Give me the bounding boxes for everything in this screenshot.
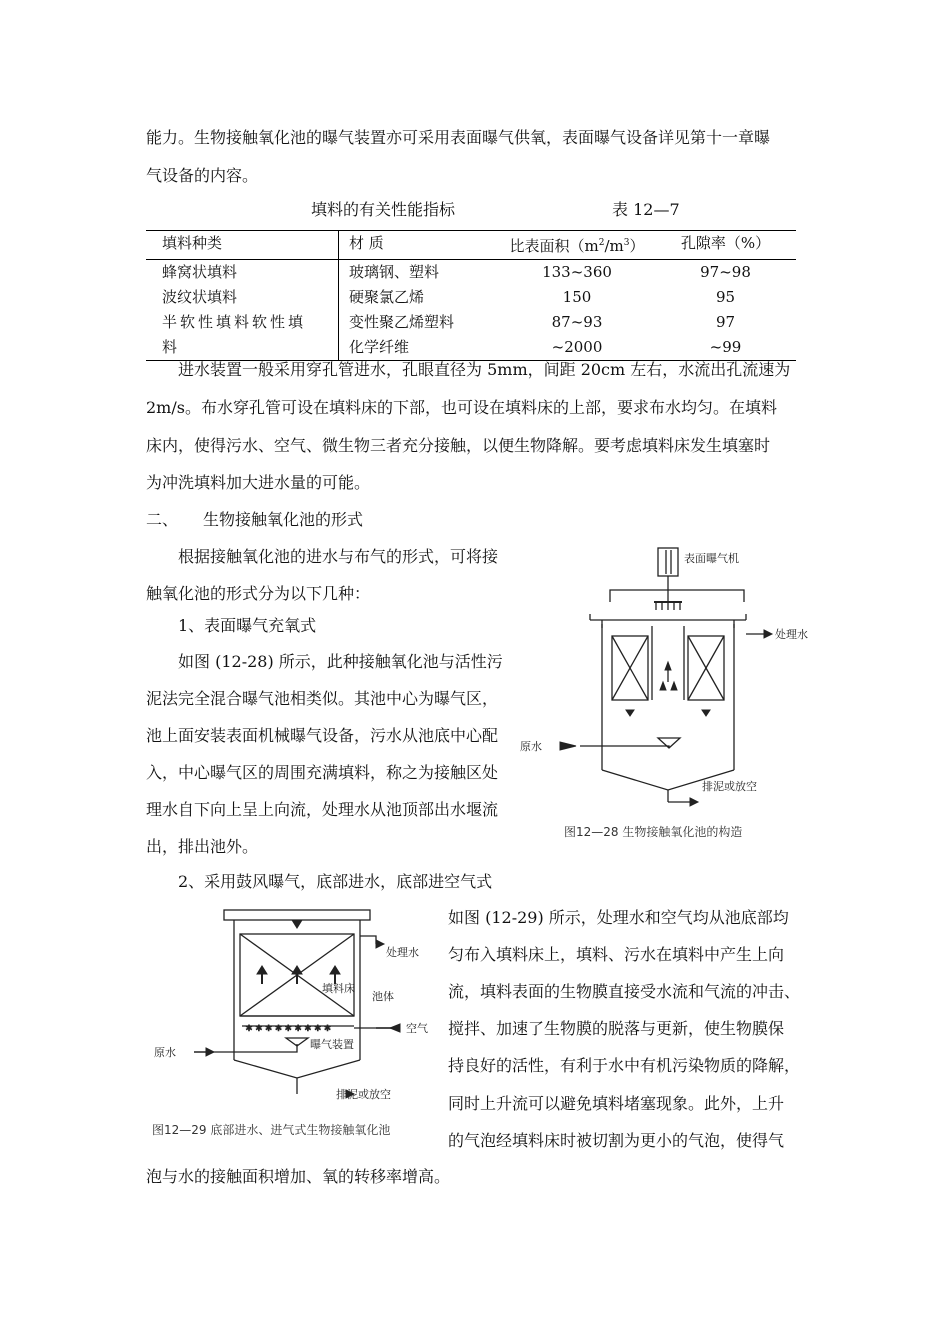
table-cell: 玻璃钢、塑料 [349,263,440,281]
table-header-row [146,231,796,260]
fig29-label-aeration: 曝气装置 [310,1038,354,1051]
table-cell: 97~98 [700,263,751,281]
performance-table [146,230,796,361]
fig29-label-drain: 排泥或放空 [336,1088,391,1101]
type1-line-1: 如图 (12-28) 所示，此种接触氧化池与活性污 [178,652,503,671]
upflow-arrow-icon [257,966,267,974]
section-number: 二、 [146,510,179,529]
section-title: 生物接触氧化池的形式 [203,510,364,529]
table-cell: 料 [146,335,339,361]
type2-line-4: 搅拌、加速了生物膜的脱落与更新，使生物膜保 [448,1019,785,1038]
figure-12-29 [150,900,440,1145]
fig29-caption: 图12—29 底部进水、进气式生物接触氧化池 [152,1123,391,1137]
table-row [146,335,796,361]
table-cell: 87~93 [551,313,603,331]
type1-line-6: 出，排出池外。 [146,837,259,856]
table-cell: ~2000 [551,338,603,356]
type1-heading: 1、表面曝气充氧式 [178,616,317,635]
table-cell: 半软性填料软性填 [146,310,339,335]
svg-text:* * * * * * * * *: * * * * * * * * * [246,1023,331,1037]
inlet-line-2: 2m/s。布水穿孔管可设在填料床的下部，也可设在填料床的上部，要求布水均匀。在填料 [146,398,777,417]
top-distributor-icon [292,920,302,928]
header-packing-type: 填料种类 [146,231,339,260]
intro-line-1: 能力。生物接触氧化池的曝气装置亦可采用表面曝气供氧，表面曝气设备详见第十一章曝 [146,128,771,147]
type1-line-4: 入，中心曝气区的周围充满填料，称之为接触区处 [146,763,499,782]
inlet-line-3: 床内，使得污水、空气、微生物三者充分接触，以便生物降解。要考虑填料床发生填塞时 [146,436,771,455]
figure-12-28 [520,540,810,845]
type2-line-5: 持良好的活性，有利于水中有机污染物质的降解， [448,1056,801,1075]
type1-line-3: 池上面安装表面机械曝气设备，污水从池底中心配 [146,726,499,745]
type1-line-5: 理水自下向上呈上向流，处理水从池顶部出水堰流 [146,800,499,819]
tank-cover [224,910,370,920]
table-cell: 波纹状填料 [146,285,339,310]
type2-line-1: 如图 (12-29) 所示，处理水和空气均从池底部均 [448,908,789,927]
header-specific-surface: 比表面积$(m^2/m^3)$ [509,237,645,255]
outlet-arrow-icon [376,940,384,948]
table-cell: 硬聚氯乙烯 [349,288,425,306]
table-cell: 变性聚乙烯塑料 [349,313,455,331]
inlet-arrow-icon [206,1048,214,1056]
forms-line-2: 触氧化池的形式分为以下几种： [146,584,371,603]
table-row [146,285,796,310]
table-cell: 蜂窝状填料 [146,260,339,286]
figure-12-28-diagram [520,540,810,845]
inlet-line-4: 为冲洗填料加大进水量的可能。 [146,473,371,492]
fig28-label-in: 原水 [520,740,542,753]
air-arrow-icon [390,1024,400,1032]
table-cell: 133~360 [542,263,612,281]
table-cell: 95 [715,288,736,306]
inlet-line-1: 进水装置一般采用穿孔管进水，孔眼直径为 5mm，间距 20cm 左右，水流出孔流速为 [178,360,791,379]
fig29-label-out: 处理水 [386,946,419,959]
outlet-arrow-icon [764,630,772,638]
fig29-label-body: 池体 [372,990,394,1003]
fig29-label-bed: 填料床 [322,982,355,995]
type2-line-2: 匀布入填料床上，填料、污水在填料中产生上向 [448,945,785,964]
table-cell: 97 [715,313,736,331]
forms-line-1: 根据接触氧化池的进水与布气的形式，可将接 [178,547,499,566]
type2-line-7: 的气泡经填料床时被切割为更小的气泡，使得气 [448,1131,785,1150]
table-cell: 化学纤维 [349,338,410,356]
type1-line-2: 泥法完全混合曝气池相类似。其池中心为曝气区， [146,689,499,708]
header-porosity: 孔隙率（%） [680,234,771,252]
upflow-arrow-icon [665,662,671,670]
drain-arrow-icon [690,798,698,806]
table-row [146,260,796,286]
type2-line-8: 泡与水的接触面积增加、氧的转移率增高。 [146,1167,451,1186]
table-cell: ~99 [709,338,742,356]
fig29-label-in: 原水 [154,1046,176,1059]
type2-line-3: 流，填料表面的生物膜直接受水流和气流的冲击、 [448,982,801,1001]
fig28-label-out: 处理水 [775,628,808,641]
header-material: 材 质 [349,234,384,252]
table-title: 填料的有关性能指标 [311,200,456,219]
fig28-label-drain: 排泥或放空 [702,780,757,793]
inlet-arrow-icon [560,742,576,750]
table-row [146,310,796,335]
figure-12-29-diagram [150,900,440,1145]
fig28-label-aerator: 表面曝气机 [684,552,739,565]
type2-line-6: 同时上升流可以避免填料堵塞现象。此外，上升 [448,1094,785,1113]
type2-heading: 2、采用鼓风曝气，底部进水，底部进空气式 [178,872,493,891]
intro-line-2: 气设备的内容。 [146,166,259,185]
table-cell: 150 [562,288,592,306]
table-number: 表 12—7 [612,200,680,219]
fig29-label-air: 空气 [406,1022,428,1035]
fig28-caption: 图12—28 生物接触氧化池的构造 [564,825,743,839]
aerator-motor-icon [658,548,678,576]
